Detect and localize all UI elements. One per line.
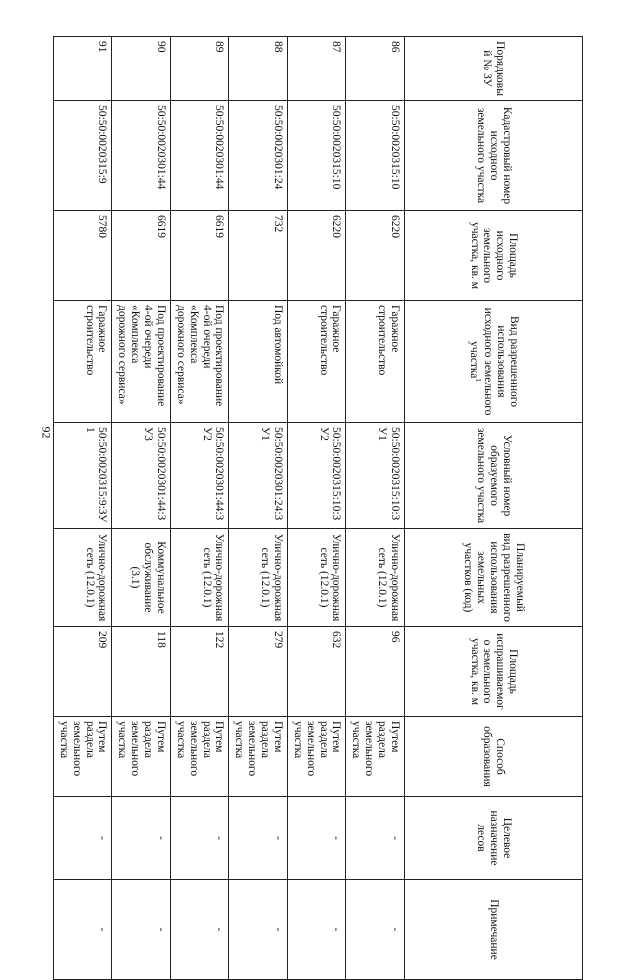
cell-method: Путем раздела земельного участка (171, 717, 230, 797)
cell-source-area: 6220 (346, 211, 405, 301)
cell-source-use: Гаражное строительство (346, 301, 405, 423)
header-cell-planned-use: Планируемый вид разрешенного использования земельных участков (код) (405, 529, 583, 627)
cell-conditional: 50:50:0020301:44:ЗУ2 (171, 423, 230, 529)
header-row (405, 37, 583, 980)
header-cell-serial: Порядковый № ЗУ (405, 37, 583, 101)
cell-planned-use: Коммунальное обслуживание (3.1) (112, 529, 171, 627)
cell-source-area: 732 (229, 211, 288, 301)
header-cell-source-area: Площадь исходного земельного участка, кв. м (405, 211, 583, 301)
cell-source-area: 5780 (54, 211, 113, 301)
cell-method: Путем раздела земельного участка (288, 717, 347, 797)
cell-requested-area: 632 (288, 627, 347, 717)
cell-method: Путем раздела земельного участка (346, 717, 405, 797)
rotated-table-frame (57, 36, 583, 960)
page-number: 92 (39, 426, 54, 439)
cell-cadastral: 50:50:0020301:24 (229, 101, 288, 211)
table-body (54, 37, 405, 980)
cell-source-use: Под автомойкой (229, 301, 288, 423)
cell-note: - (288, 880, 347, 980)
table-container (57, 36, 640, 960)
header-cell-source-use (405, 301, 583, 423)
header-source-use-text: Вид разрешенного использования исходного земельного участка (468, 307, 520, 416)
cell-note: - (346, 880, 405, 980)
cell-conditional: 50:50:0020301:44:ЗУ3 (112, 423, 171, 529)
cell-conditional: 50:50:0020301:24:ЗУ1 (229, 423, 288, 529)
header-cell-method: Способ образования (405, 717, 583, 797)
cell-serial: 88 (229, 37, 288, 101)
cell-requested-area: 279 (229, 627, 288, 717)
footnote-marker: 1 (474, 378, 483, 382)
table-row (229, 37, 288, 980)
cell-conditional: 50:50:0020315:10:ЗУ2 (288, 423, 347, 529)
cell-planned-use: Улично-дорожная сеть (12.0.1) (288, 529, 347, 627)
cell-serial: 91 (54, 37, 113, 101)
cell-source-use: Под проектирование 4-ой очереди «Комплекса дорожного сервиса» (112, 301, 171, 423)
cell-requested-area: 118 (112, 627, 171, 717)
cell-planned-use: Улично-дорожная сеть (12.0.1) (346, 529, 405, 627)
header-cell-requested-area: Площадь испрашиваемого земельного участка, кв. м (405, 627, 583, 717)
cell-requested-area: 96 (346, 627, 405, 717)
cell-source-use: Гаражное строительство (288, 301, 347, 423)
cell-note: - (229, 880, 288, 980)
cell-source-area: 6220 (288, 211, 347, 301)
header-cell-note: Примечание (405, 880, 583, 980)
cell-method: Путем раздела земельного участка (112, 717, 171, 797)
header-cell-cadastral: Кадастровый номер исходного земельного участка (405, 101, 583, 211)
cell-source-use: Гаражное строительство (54, 301, 113, 423)
table-row (112, 37, 171, 980)
table-row (171, 37, 230, 980)
table-row (54, 37, 113, 980)
table-row (288, 37, 347, 980)
cell-serial: 89 (171, 37, 230, 101)
cell-requested-area: 209 (54, 627, 113, 717)
cell-serial: 87 (288, 37, 347, 101)
cell-cadastral: 50:50:0020315:10 (346, 101, 405, 211)
header-cell-forest: Целевое назначение лесов (405, 797, 583, 880)
cell-serial: 90 (112, 37, 171, 101)
cell-conditional: 50:50:0020315:9:ЗУ1 (54, 423, 113, 529)
cell-forest: - (346, 797, 405, 880)
cell-note: - (54, 880, 113, 980)
land-plots-table (53, 36, 583, 980)
cell-source-area: 6619 (171, 211, 230, 301)
cell-source-use: Под проектирование 4-ой очереди «Комплекса дорожного сервиса» (171, 301, 230, 423)
cell-serial: 86 (346, 37, 405, 101)
cell-cadastral: 50:50:0020301:44 (112, 101, 171, 211)
cell-method: Путем раздела земельного участка (229, 717, 288, 797)
cell-planned-use: Улично-дорожная сеть (12.0.1) (54, 529, 113, 627)
cell-cadastral: 50:50:0020301:44 (171, 101, 230, 211)
cell-forest: - (112, 797, 171, 880)
cell-forest: - (288, 797, 347, 880)
cell-forest: - (171, 797, 230, 880)
cell-source-area: 6619 (112, 211, 171, 301)
cell-forest: - (54, 797, 113, 880)
cell-note: - (171, 880, 230, 980)
cell-conditional: 50:50:0020315:10:ЗУ1 (346, 423, 405, 529)
cell-cadastral: 50:50:0020315:9 (54, 101, 113, 211)
cell-planned-use: Улично-дорожная сеть (12.0.1) (229, 529, 288, 627)
cell-method: Путем раздела земельного участка (54, 717, 113, 797)
cell-requested-area: 122 (171, 627, 230, 717)
cell-cadastral: 50:50:0020315:10 (288, 101, 347, 211)
cell-planned-use: Улично-дорожная сеть (12.0.1) (171, 529, 230, 627)
cell-forest: - (229, 797, 288, 880)
cell-note: - (112, 880, 171, 980)
header-cell-conditional: Условный номер образуемого земельного участка (405, 423, 583, 529)
table-row (346, 37, 405, 980)
